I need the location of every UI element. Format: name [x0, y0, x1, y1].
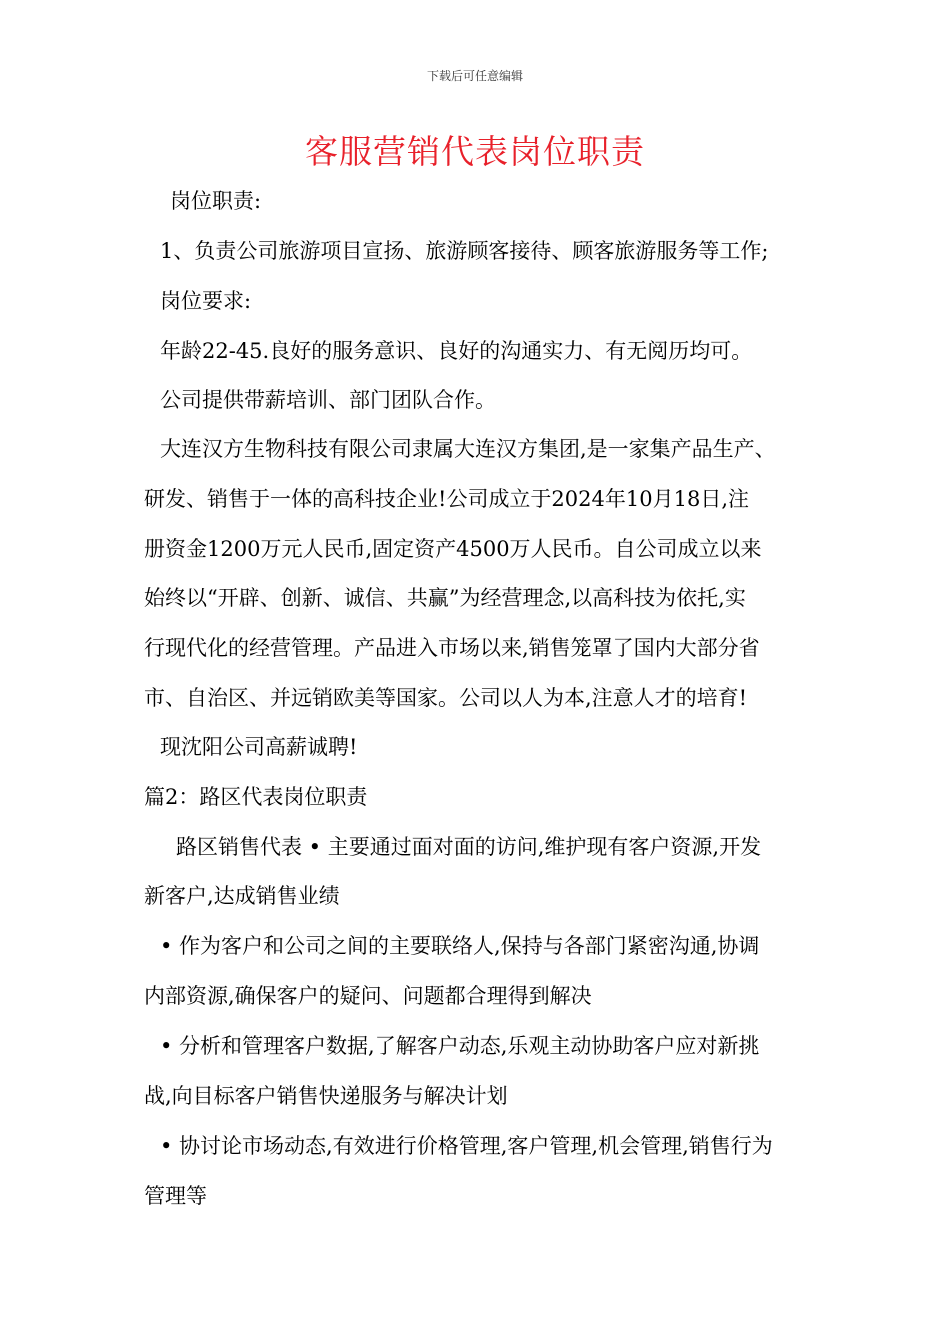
- paragraph-line: 年龄22-45.良好的服务意识、良好的沟通实力、有无阅历均可。: [160, 339, 753, 363]
- paragraph-line: 始终以“开辟、创新、诚信、共赢”为经营理念,以高科技为依托,实: [144, 586, 746, 610]
- paragraph-line: 内部资源,确保客户的疑问、问题都合理得到解决: [144, 984, 592, 1008]
- paragraph-line: 新客户,达成销售业绩: [144, 884, 340, 908]
- paragraph-line: 市、自治区、并远销欧美等国家。公司以人为本,注意人才的培育!: [144, 686, 748, 710]
- paragraph-line: 公司提供带薪培训、部门团队合作。: [160, 388, 496, 412]
- section-heading: 篇2：路区代表岗位职责: [144, 785, 368, 809]
- paragraph-line: 1、负责公司旅游项目宣扬、旅游顾客接待、顾客旅游服务等工作;: [160, 239, 769, 263]
- paragraph-line: 管理等: [144, 1184, 207, 1208]
- bullet-line: • 分析和管理客户数据,了解客户动态,乐观主动协助客户应对新挑: [160, 1034, 760, 1058]
- paragraph-line: 现沈阳公司高薪诚聘!: [160, 735, 358, 759]
- paragraph-line: 册资金1200万元人民币,固定资产4500万人民币。自公司成立以来: [144, 537, 762, 561]
- paragraph-line: 行现代化的经营管理。产品进入市场以来,销售笼罩了国内大部分省: [144, 636, 760, 660]
- bullet-line: • 协讨论市场动态,有效进行价格管理,客户管理,机会管理,销售行为: [160, 1134, 773, 1158]
- bullet-line: • 作为客户和公司之间的主要联络人,保持与各部门紧密沟通,协调: [160, 934, 760, 958]
- paragraph-line: 战,向目标客户销售快递服务与解决计划: [144, 1084, 508, 1108]
- paragraph-line: 研发、销售于一体的高科技企业!公司成立于2024年10月18日,注: [144, 487, 749, 511]
- page-header-note: 下载后可任意编辑: [426, 69, 523, 83]
- document-title: 客服营销代表岗位职责: [305, 132, 645, 171]
- paragraph-line: 大连汉方生物科技有限公司隶属大连汉方集团,是一家集产品生产、: [160, 437, 776, 461]
- paragraph-line: 岗位职责:: [170, 189, 262, 213]
- paragraph-line: 路区销售代表 • 主要通过面对面的访问,维护现有客户资源,开发: [176, 835, 762, 859]
- paragraph-line: 岗位要求:: [160, 289, 252, 313]
